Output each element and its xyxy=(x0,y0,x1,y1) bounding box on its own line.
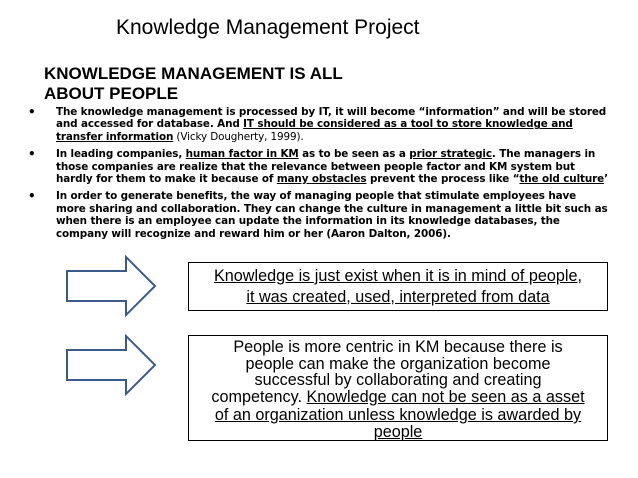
bullet-item-1 xyxy=(28,106,608,143)
heading-line-1: KNOWLEDGE MANAGEMENT IS ALL xyxy=(44,64,343,83)
bullet-list xyxy=(28,106,608,245)
people-callout-continuation xyxy=(188,407,608,441)
callout-2-line-3: successful by collaborating and creating xyxy=(254,371,542,389)
bullet-1-underlined: IT should be considered as a tool to store knowledge and transfer information xyxy=(56,118,573,143)
heading-line-2: ABOUT PEOPLE xyxy=(44,84,179,103)
bullet-dot-icon: • xyxy=(28,189,36,204)
bullet-dot-icon: • xyxy=(28,147,36,162)
bullet-2-text-c: . The managers in those companies are realize that the relevance between people factor and KM system but hardly for them to make it because of xyxy=(56,148,596,186)
bullet-1-citation: (Vicky Dougherty, 1999). xyxy=(173,130,304,143)
bullet-2-underlined-a: human factor in KM xyxy=(185,148,299,161)
bullet-item-3 xyxy=(28,190,608,240)
people-callout-box xyxy=(188,335,608,409)
knowledge-callout-box xyxy=(188,262,608,311)
callout-1-line-1: Knowledge is just exist when it is in mind of people, xyxy=(213,267,582,285)
bullet-1-text: The knowledge management is processed by IT, it will become “information” and will be stored and accessed for database. And xyxy=(56,106,607,131)
callout-3-line-1: of an organization unless knowledge is awarded by xyxy=(214,406,582,424)
bullet-2-text-e: ’ xyxy=(604,173,608,186)
right-arrow-icon xyxy=(64,333,158,397)
bullet-2-underlined-c: many obstacles xyxy=(276,173,367,186)
bullet-dot-icon: • xyxy=(28,105,36,119)
callout-2-line-2: people can make the organization become xyxy=(245,354,551,373)
callout-2-line-1: People is more centric in KM because there is xyxy=(233,338,563,356)
section-heading xyxy=(44,64,374,104)
callout-2-line-4-underlined: Knowledge can not be seen as a asset xyxy=(306,387,585,406)
callout-3-line-2: people xyxy=(373,422,423,441)
right-arrow-icon xyxy=(64,254,158,318)
callout-1-line-2: it was created, used, interpreted from data xyxy=(246,287,550,306)
bullet-2-text-d: prevent the process like “ xyxy=(366,173,520,186)
bullet-2-text-a: In leading companies, xyxy=(56,148,186,161)
bullet-3-text: In order to generate benefits, the way of managing people that stimulate employees have more sharing and collaboration. They can change the culture in management a little bit such as when there is an employee can update the information in its knowledge databases, the company will recognize and reward him or her (Aaron Dalton, 2006). xyxy=(56,190,608,240)
slide-title: Knowledge Management Project xyxy=(116,16,420,39)
bullet-item-2 xyxy=(28,148,608,185)
callout-2-line-4-plain: competency. xyxy=(211,387,307,406)
bullet-2-underlined-d: the old culture xyxy=(519,173,605,186)
bullet-2-text-b: as to be seen as a xyxy=(298,148,410,161)
bullet-2-underlined-b: prior strategic xyxy=(409,148,492,161)
callout-2-line-4 xyxy=(189,389,607,406)
